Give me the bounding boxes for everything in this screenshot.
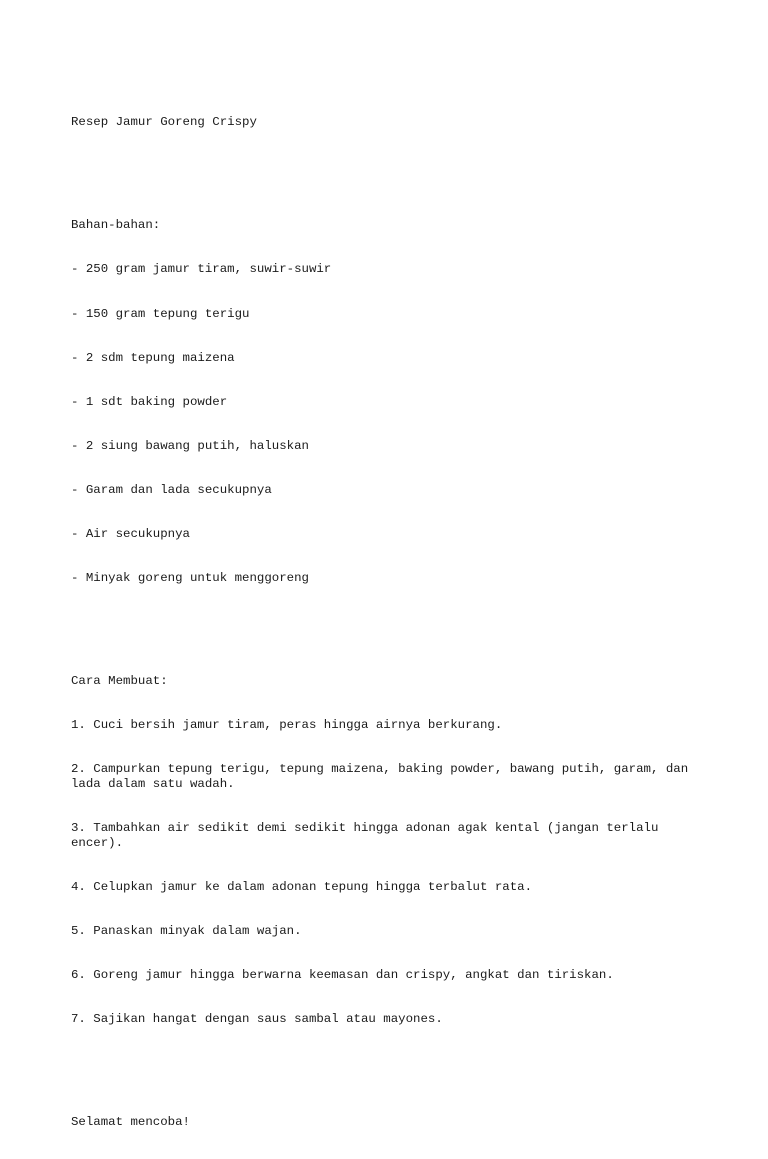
- step-item: 4. Celupkan jamur ke dalam adonan tepung hingga terbalut rata.: [71, 879, 533, 894]
- blank-line: [71, 1056, 711, 1071]
- blank-line: [71, 615, 711, 630]
- blank-line: [71, 160, 711, 175]
- ingredient-item: - 250 gram jamur tiram, suwir-suwir: [71, 262, 332, 277]
- document-body: [71, 86, 711, 1159]
- ingredient-item: - Air secukupnya: [71, 527, 190, 542]
- recipe-title: Resep Jamur Goreng Crispy: [71, 115, 257, 130]
- step-item: 2. Campurkan tepung terigu, tepung maizena, baking powder, bawang putih, garam, dan lada dalam satu wadah.: [71, 762, 689, 792]
- ingredient-item: - Garam dan lada secukupnya: [71, 482, 272, 497]
- step-item: 6. Goreng jamur hingga berwarna keemasan dan crispy, angkat dan tiriskan.: [71, 968, 614, 983]
- ingredient-item: - 1 sdt baking powder: [71, 394, 228, 409]
- closing-text: Selamat mencoba!: [71, 1115, 190, 1130]
- ingredient-item: - 2 sdm tepung maizena: [71, 350, 235, 365]
- step-item: 1. Cuci bersih jamur tiram, peras hingga airnya berkurang.: [71, 718, 503, 733]
- ingredient-item: - 2 siung bawang putih, haluskan: [71, 438, 309, 453]
- steps-heading: Cara Membuat:: [71, 674, 168, 689]
- ingredient-item: - Minyak goreng untuk menggoreng: [71, 571, 309, 586]
- step-item: 5. Panaskan minyak dalam wajan.: [71, 924, 302, 939]
- step-item: 7. Sajikan hangat dengan saus sambal atau mayones.: [71, 1012, 443, 1027]
- step-item: 3. Tambahkan air sedikit demi sedikit hingga adonan agak kental (jangan terlalu encer).: [71, 821, 659, 850]
- ingredients-heading: Bahan-bahan:: [71, 218, 161, 233]
- ingredient-item: - 150 gram tepung terigu: [71, 306, 250, 321]
